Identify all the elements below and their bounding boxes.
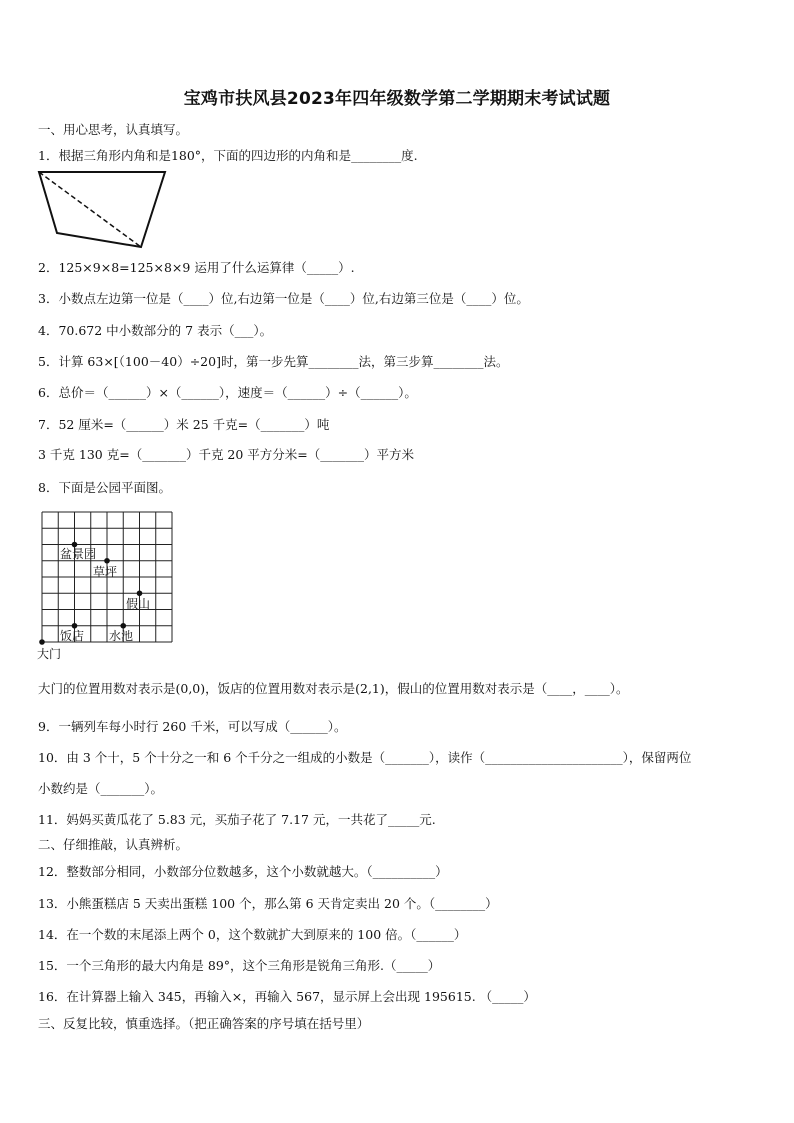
question-7-row-1: 7．52 厘米=（______）米 25 千克=（_______）吨 [38, 417, 330, 432]
penjing-label: 盆景园 [60, 547, 97, 561]
damen-point [39, 639, 45, 645]
question-8: 8．下面是公园平面图。 [38, 480, 171, 495]
question-10-row-2: 小数约是（_______）。 [38, 781, 164, 796]
quadrilateral-shape [39, 172, 165, 247]
page-title: 宝鸡市扶风县2023年四年级数学第二学期期末考试试题 [183, 89, 611, 109]
caoping-label: 草坪 [93, 565, 118, 579]
question-5: 5．计算 63×[（100－40）÷20]时，第一步先算________法，第三步算________法。 [38, 354, 509, 369]
question-13: 13．小熊蛋糕店 5 天卖出蛋糕 100 个，那么第 6 天肯定卖出 20 个。（________） [38, 896, 498, 911]
question-10-row-1: 10．由 3 个十，5 个十分之一和 6 个千分之一组成的小数是（_______），读作（______________________），保留两位 [38, 750, 692, 765]
question-6: 6．总价＝（______）×（______），速度＝（______）÷（______）。 [38, 385, 417, 400]
question-8-text: 大门的位置用数对表示是(0,0)，饭店的位置用数对表示是(2,1)，假山的位置用数对表示是（____，____）。 [38, 681, 629, 696]
question-15: 15．一个三角形的最大内角是 89°，这个三角形是锐角三角形.（_____） [38, 958, 441, 973]
question-3: 3．小数点左边第一位是（____）位,右边第一位是（____）位,右边第三位是（____）位。 [38, 291, 529, 306]
question-7-row-2: 3 千克 130 克=（_______）千克 20 平方分米=（_______）平方米 [38, 447, 415, 462]
question-1: 1．根据三角形内角和是180°，下面的四边形的内角和是________度. [38, 148, 418, 163]
fandian-label: 饭店 [60, 629, 85, 643]
question-2: 2．125×9×8=125×8×9 运用了什么运算律（_____）. [38, 260, 355, 275]
question-16: 16．在计算器上输入 345，再输入×，再输入 567，显示屏上会出现 195615. （_____） [38, 989, 536, 1004]
section-1-heading: 一、用心思考，认真填写。 [38, 122, 189, 137]
question-11: 11．妈妈买黄瓜花了 5.83 元，买茄子花了 7.17 元，一共花了_____元. [38, 812, 436, 827]
section-2-heading: 二、仔细推敲，认真辨析。 [38, 837, 189, 852]
shuichi-label: 水池 [109, 629, 134, 643]
quadrilateral-diagonal [39, 172, 141, 247]
section-3-heading: 三、反复比较，慎重选择。（把正确答案的序号填在括号里） [38, 1016, 370, 1031]
question-14: 14．在一个数的末尾添上两个 0，这个数就扩大到原来的 100 倍。（______） [38, 927, 467, 942]
jiashan-label: 假山 [126, 597, 151, 611]
question-9: 9．一辆列车每小时行 260 千米，可以写成（______）。 [38, 719, 347, 734]
question-4: 4．70.672 中小数部分的 7 表示（___）。 [38, 323, 273, 338]
damen-label: 大门 [37, 647, 62, 661]
park-map [36, 508, 186, 661]
question-12: 12．整数部分相同，小数部分位数越多，这个小数就越大。（__________） [38, 864, 448, 879]
quadrilateral-figure [36, 168, 170, 252]
